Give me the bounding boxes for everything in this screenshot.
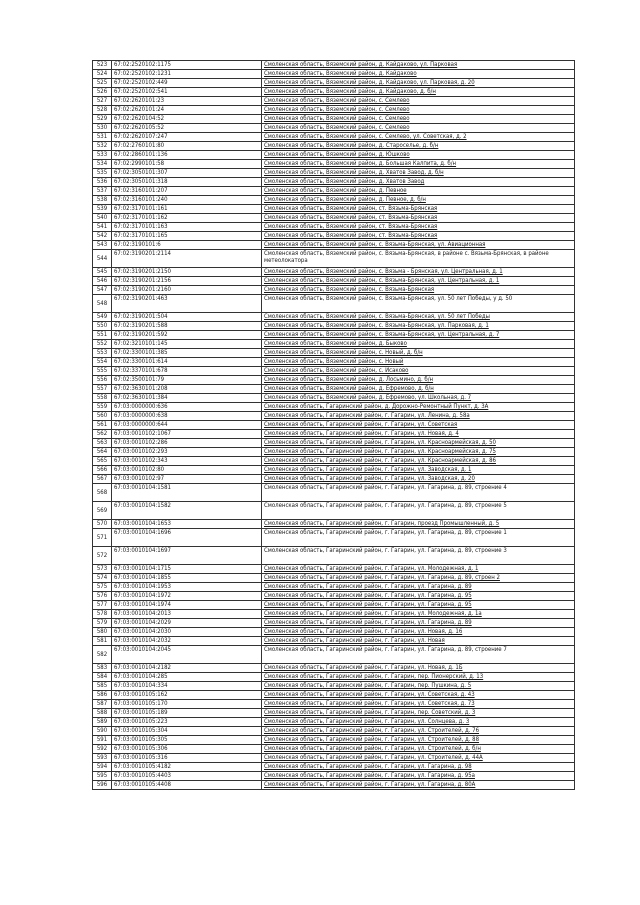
row-number: 580: [93, 628, 112, 637]
address: Смоленская область, Вяземский район, с. Семлево: [262, 115, 575, 124]
row-number: 583: [93, 664, 112, 673]
cadastral-number: 67:03:0010102:286: [112, 439, 262, 448]
row-number: 526: [93, 88, 112, 97]
table-row: [93, 223, 575, 232]
table-row: [93, 151, 575, 160]
row-number: 593: [93, 754, 112, 763]
address: Смоленская область, Вяземский район, д. Ефремово, д. б/н: [262, 385, 575, 394]
address: Смоленская область, Гагаринский район, г. Гагарин, пер. Пионерский, д. 13: [262, 673, 575, 682]
address: Смоленская область, Гагаринский район, г. Гагарин, ул. Гагарина, д. 89, строение 5: [262, 502, 575, 520]
cadastral-number: 67:02:2620104:52: [112, 115, 262, 124]
table-row: [93, 466, 575, 475]
cadastral-number: 67:03:0010105:306: [112, 745, 262, 754]
address: Смоленская область, Гагаринский район, г. Гагарин, ул. Красноармейская, д. 86: [262, 457, 575, 466]
table-row: [93, 484, 575, 502]
cadastral-number: 67:03:0010104:2030: [112, 628, 262, 637]
table-row: [93, 709, 575, 718]
table-row: [93, 592, 575, 601]
cadastral-number: 67:03:0010104:285: [112, 673, 262, 682]
table-row: [93, 367, 575, 376]
cadastral-number: 67:03:0010104:2032: [112, 637, 262, 646]
row-number: 539: [93, 205, 112, 214]
row-number: 595: [93, 772, 112, 781]
cadastral-number: 67:03:0010105:189: [112, 709, 262, 718]
row-number: 579: [93, 619, 112, 628]
table-row: [93, 349, 575, 358]
cadastral-number: 67:02:2760101:80: [112, 142, 262, 151]
cadastral-number: 67:03:0010102:97: [112, 475, 262, 484]
row-number: 588: [93, 709, 112, 718]
row-number: 544: [93, 250, 112, 268]
cadastral-number: 67:02:3630101:384: [112, 394, 262, 403]
cadastral-number: 67:02:3190201:592: [112, 331, 262, 340]
address: Смоленская область, Вяземский район, с. Вязьма-Брянская, ул. 50 лет Победы: [262, 313, 575, 322]
cadastral-number: 67:02:3050101:307: [112, 169, 262, 178]
address: Смоленская область, Гагаринский район, г. Гагарин, ул. Советская: [262, 421, 575, 430]
row-number: 529: [93, 115, 112, 124]
row-number: 558: [93, 394, 112, 403]
cadastral-number: 67:03:0000000:644: [112, 421, 262, 430]
address: Смоленская область, Гагаринский район, г. Гагарин, ул. Красноармейская, д. 50: [262, 439, 575, 448]
address: Смоленская область, Вяземский район, д. Большая Калпита, д. б/н: [262, 160, 575, 169]
cadastral-number: 67:02:2520102:1175: [112, 61, 262, 70]
cadastral-number: 67:02:2620101:23: [112, 97, 262, 106]
address: Смоленская область, Вяземский район, ст. Вязьма-Брянская: [262, 223, 575, 232]
table-row: [93, 547, 575, 565]
cadastral-number: 67:03:0010104:2045: [112, 646, 262, 664]
address: Смоленская область, Вяземский район, с. Вязьма-Брянская, ул. Авиационная: [262, 241, 575, 250]
address: Смоленская область, Вяземский район, с. Вязьма-Брянская, в районе с. Вязьма-Брянская, в районе метеолокатора: [262, 250, 575, 268]
cadastral-number: 67:03:0010104:1696: [112, 529, 262, 547]
cadastral-number: 67:02:3160101:207: [112, 187, 262, 196]
table-row: [93, 286, 575, 295]
row-number: 549: [93, 313, 112, 322]
table-row: [93, 646, 575, 664]
address: Смоленская область, Вяземский район, д. Кайдаково, ул. Парковая, д. 20: [262, 79, 575, 88]
row-number: 535: [93, 169, 112, 178]
row-number: 565: [93, 457, 112, 466]
row-number: 566: [93, 466, 112, 475]
row-number: 541: [93, 223, 112, 232]
cadastral-number: 67:02:3190201:504: [112, 313, 262, 322]
cadastral-number: 67:02:2620105:52: [112, 124, 262, 133]
table-row: [93, 673, 575, 682]
property-table: [92, 60, 575, 790]
address: Смоленская область, Вяземский район, д. Быково: [262, 340, 575, 349]
table-row: [93, 376, 575, 385]
cadastral-number: 67:03:0000000:636: [112, 403, 262, 412]
address: Смоленская область, Вяземский район, д. Кайдаково, д. б/н: [262, 88, 575, 97]
cadastral-number: 67:03:0010105:4182: [112, 763, 262, 772]
row-number: 567: [93, 475, 112, 484]
cadastral-number: 67:03:0000000:638: [112, 412, 262, 421]
row-number: 582: [93, 646, 112, 664]
cadastral-number: 67:02:2520102:1231: [112, 70, 262, 79]
cadastral-number: 67:03:0010102:293: [112, 448, 262, 457]
table-row: [93, 574, 575, 583]
row-number: 556: [93, 376, 112, 385]
table-row: [93, 88, 575, 97]
row-number: 584: [93, 673, 112, 682]
table-row: [93, 682, 575, 691]
address: Смоленская область, Вяземский район, д. Ефремово, ул. Школьная, д. 7: [262, 394, 575, 403]
cadastral-number: 67:03:0010105:4408: [112, 781, 262, 790]
address: Смоленская область, Вяземский район, ст. Вязьма-Брянская: [262, 205, 575, 214]
cadastral-number: 67:02:3190201:2114: [112, 250, 262, 268]
row-number: 561: [93, 421, 112, 430]
row-number: 525: [93, 79, 112, 88]
table-row: [93, 106, 575, 115]
row-number: 537: [93, 187, 112, 196]
address: Смоленская область, Гагаринский район, г. Гагарин, ул. Строителей, д. 88: [262, 736, 575, 745]
table-row: [93, 610, 575, 619]
cadastral-number: 67:02:3630101:208: [112, 385, 262, 394]
row-number: 585: [93, 682, 112, 691]
row-number: 592: [93, 745, 112, 754]
table-row: [93, 241, 575, 250]
cadastral-number: 67:03:0010105:305: [112, 736, 262, 745]
address: Смоленская область, Вяземский район, ст. Вязьма-Брянская: [262, 232, 575, 241]
row-number: 547: [93, 286, 112, 295]
address: Смоленская область, Вяземский район, д. Кайдаково, ул. Парковая: [262, 61, 575, 70]
row-number: 574: [93, 574, 112, 583]
row-number: 560: [93, 412, 112, 421]
table-row: [93, 448, 575, 457]
table-row: [93, 502, 575, 520]
table-row: [93, 565, 575, 574]
table-row: [93, 97, 575, 106]
table-row: [93, 178, 575, 187]
table-row: [93, 79, 575, 88]
table-row: [93, 736, 575, 745]
address: Смоленская область, Вяземский район, с. Вязьма - Брянская, ул. Центральная, д. 1: [262, 268, 575, 277]
cadastral-number: 67:03:0010102:343: [112, 457, 262, 466]
cadastral-number: 67:02:3190201:2156: [112, 277, 262, 286]
row-number: 543: [93, 241, 112, 250]
row-number: 587: [93, 700, 112, 709]
address: Смоленская область, Вяземский район, с. Семлево, ул. Советская, д. 2: [262, 133, 575, 142]
address: Смоленская область, Вяземский район, д. Кайдаково: [262, 70, 575, 79]
table-row: [93, 628, 575, 637]
address: Смоленская область, Вяземский район, с. Новый: [262, 358, 575, 367]
cadastral-number: 67:02:3170101:165: [112, 232, 262, 241]
cadastral-number: 67:03:0010104:1855: [112, 574, 262, 583]
table-row: [93, 475, 575, 484]
row-number: 555: [93, 367, 112, 376]
address: Смоленская область, Гагаринский район, г. Гагарин, ул. Гагарина, д. 89: [262, 583, 575, 592]
row-number: 557: [93, 385, 112, 394]
row-number: 536: [93, 178, 112, 187]
cadastral-number: 67:02:2990101:58: [112, 160, 262, 169]
table-row: [93, 700, 575, 709]
row-number: 524: [93, 70, 112, 79]
cadastral-number: 67:02:3170101:161: [112, 205, 262, 214]
table-row: [93, 691, 575, 700]
row-number: 546: [93, 277, 112, 286]
row-number: 554: [93, 358, 112, 367]
row-number: 545: [93, 268, 112, 277]
table-row: [93, 754, 575, 763]
row-number: 570: [93, 520, 112, 529]
address: Смоленская область, Вяземский район, ст. Вязьма-Брянская: [262, 214, 575, 223]
address: Смоленская область, Вяземский район, с. Исаково: [262, 367, 575, 376]
row-number: 571: [93, 529, 112, 547]
row-number: 576: [93, 592, 112, 601]
table-row: [93, 583, 575, 592]
row-number: 590: [93, 727, 112, 736]
cadastral-number: 67:03:0010104:1715: [112, 565, 262, 574]
table-row: [93, 142, 575, 151]
cadastral-number: 67:03:0010104:1972: [112, 592, 262, 601]
address: Смоленская область, Вяземский район, с. Вязьма-Брянская, ул. Центральная, д. 1: [262, 277, 575, 286]
cadastral-number: 67:02:3190101:6: [112, 241, 262, 250]
address: Смоленская область, Гагаринский район, г. Гагарин, ул. Ленина, д. 58а: [262, 412, 575, 421]
address: Смоленская область, Гагаринский район, г. Гагарин, ул. Красноармейская, д. 75: [262, 448, 575, 457]
address: Смоленская область, Гагаринский район, г. Гагарин, ул. Гагарина, д. 89, строен 2: [262, 574, 575, 583]
cadastral-number: 67:03:0010104:1697: [112, 547, 262, 565]
cadastral-number: 67:02:2520102:449: [112, 79, 262, 88]
row-number: 572: [93, 547, 112, 565]
address: Смоленская область, Вяземский район, с. Новый, д. б/н: [262, 349, 575, 358]
address: Смоленская область, Гагаринский район, г. Гагарин, ул. Заводская, д. 1: [262, 466, 575, 475]
cadastral-number: 67:02:3500101:79: [112, 376, 262, 385]
address: Смоленская область, Гагаринский район, г. Гагарин, проезд Промышленный, д. 5: [262, 520, 575, 529]
cadastral-number: 67:03:0010105:316: [112, 754, 262, 763]
address: Смоленская область, Гагаринский район, г. Гагарин, ул. Гагарина, д. 95а: [262, 772, 575, 781]
cadastral-number: 67:03:0010104:1653: [112, 520, 262, 529]
cadastral-number: 67:02:3300101:614: [112, 358, 262, 367]
table-row: [93, 160, 575, 169]
row-number: 552: [93, 340, 112, 349]
address: Смоленская область, Гагаринский район, г. Гагарин, ул. Молодежная, д. 1: [262, 565, 575, 574]
row-number: 534: [93, 160, 112, 169]
address: Смоленская область, Гагаринский район, г. Гагарин, ул. Гагарина, д. 80А: [262, 781, 575, 790]
table-row: [93, 421, 575, 430]
address: Смоленская область, Вяземский район, д. Юшково: [262, 151, 575, 160]
address: Смоленская область, Вяземский район, с. Семлево: [262, 124, 575, 133]
address: Смоленская область, Гагаринский район, г. Гагарин, ул. Новая, д. 16: [262, 628, 575, 637]
cadastral-number: 67:02:3190201:588: [112, 322, 262, 331]
table-row: [93, 772, 575, 781]
table-row: [93, 331, 575, 340]
cadastral-number: 67:02:3370101:678: [112, 367, 262, 376]
address: Смоленская область, Гагаринский район, г. Гагарин, ул. Гагарина, д. 89: [262, 619, 575, 628]
address: Смоленская область, Вяземский район, с. Вязьма-Брянская, ул. Парковая, д. 1: [262, 322, 575, 331]
address: Смоленская область, Вяземский район, с. Вязьма-Брянская, ул. 50 лет Победы, у д. 50: [262, 295, 575, 313]
row-number: 564: [93, 448, 112, 457]
table-row: [93, 187, 575, 196]
cadastral-number: 67:03:0010104:334: [112, 682, 262, 691]
address: Смоленская область, Гагаринский район, г. Гагарин, ул. Строителей, д. б/н: [262, 745, 575, 754]
row-number: 562: [93, 430, 112, 439]
row-number: 542: [93, 232, 112, 241]
table-row: [93, 763, 575, 772]
address: Смоленская область, Вяземский район, д. Хватов Завод, д. б/н: [262, 169, 575, 178]
cadastral-number: 67:03:0010104:2182: [112, 664, 262, 673]
table-row: [93, 124, 575, 133]
address: Смоленская область, Гагаринский район, г. Гагарин, ул. Гагарина, д. 95: [262, 601, 575, 610]
address: Смоленская область, Вяземский район, с. Семлево: [262, 106, 575, 115]
table-row: [93, 529, 575, 547]
table-row: [93, 340, 575, 349]
table-row: [93, 745, 575, 754]
table-row: [93, 313, 575, 322]
row-number: 530: [93, 124, 112, 133]
table-row: [93, 277, 575, 286]
cadastral-number: 67:02:3170101:162: [112, 214, 262, 223]
address: Смоленская область, Вяземский район, д. Певное: [262, 187, 575, 196]
cadastral-number: 67:03:0010102:80: [112, 466, 262, 475]
address: Смоленская область, Гагаринский район, г. Гагарин, ул. Гагарина, д. 98: [262, 763, 575, 772]
table-row: [93, 601, 575, 610]
table-row: [93, 520, 575, 529]
table-row: [93, 664, 575, 673]
address: Смоленская область, Гагаринский район, г. Гагарин, ул. Солнцева, д. 3: [262, 718, 575, 727]
cadastral-number: 67:02:2620107:247: [112, 133, 262, 142]
cadastral-number: 67:02:3190201:2150: [112, 268, 262, 277]
row-number: 533: [93, 151, 112, 160]
table-row: [93, 412, 575, 421]
cadastral-number: 67:03:0010102:1067: [112, 430, 262, 439]
address: Смоленская область, Гагаринский район, д. Дорожно-Ремонтный Пункт, д. 3А: [262, 403, 575, 412]
row-number: 548: [93, 295, 112, 313]
address: Смоленская область, Гагаринский район, г. Гагарин, ул. Советская, д. 43: [262, 691, 575, 700]
table-row: [93, 61, 575, 70]
row-number: 581: [93, 637, 112, 646]
table-row: [93, 727, 575, 736]
address: Смоленская область, Вяземский район, с. Вязьма-Брянская, ул. Центральная, д. 7: [262, 331, 575, 340]
row-number: 527: [93, 97, 112, 106]
table-row: [93, 295, 575, 313]
row-number: 532: [93, 142, 112, 151]
row-number: 573: [93, 565, 112, 574]
cadastral-number: 67:02:3190201:463: [112, 295, 262, 313]
row-number: 550: [93, 322, 112, 331]
row-number: 569: [93, 502, 112, 520]
row-number: 575: [93, 583, 112, 592]
table-row: [93, 268, 575, 277]
address: Смоленская область, Гагаринский район, г. Гагарин, ул. Молодежная, д. 1а: [262, 610, 575, 619]
table-row: [93, 169, 575, 178]
table-row: [93, 439, 575, 448]
address: Смоленская область, Вяземский район, с. Семлево: [262, 97, 575, 106]
row-number: 528: [93, 106, 112, 115]
cadastral-number: 67:02:2860101:136: [112, 151, 262, 160]
table-row: [93, 196, 575, 205]
row-number: 589: [93, 718, 112, 727]
table-row: [93, 214, 575, 223]
address: Смоленская область, Вяземский район, д. Хватов Завод: [262, 178, 575, 187]
cadastral-number: 67:03:0010104:1953: [112, 583, 262, 592]
document-page: [92, 60, 575, 790]
row-number: 523: [93, 61, 112, 70]
address: Смоленская область, Гагаринский район, г. Гагарин, пер. Пушкина, д. 5: [262, 682, 575, 691]
cadastral-number: 67:03:0010104:2029: [112, 619, 262, 628]
row-number: 586: [93, 691, 112, 700]
table-row: [93, 403, 575, 412]
table-row: [93, 70, 575, 79]
cadastral-number: 67:03:0010104:2013: [112, 610, 262, 619]
cadastral-number: 67:02:2520102:541: [112, 88, 262, 97]
cadastral-number: 67:03:0010105:170: [112, 700, 262, 709]
table-row: [93, 358, 575, 367]
address: Смоленская область, Гагаринский район, г. Гагарин, ул. Гагарина, д. 95: [262, 592, 575, 601]
address: Смоленская область, Гагаринский район, г. Гагарин, ул. Новая, д. 1Б: [262, 664, 575, 673]
row-number: 591: [93, 736, 112, 745]
row-number: 563: [93, 439, 112, 448]
address: Смоленская область, Гагаринский район, г. Гагарин, ул. Заводская, д. 20: [262, 475, 575, 484]
table-row: [93, 430, 575, 439]
table-row: [93, 394, 575, 403]
address: Смоленская область, Гагаринский район, г. Гагарин, ул. Советская, д. 73: [262, 700, 575, 709]
cadastral-number: 67:02:2620101:24: [112, 106, 262, 115]
row-number: 551: [93, 331, 112, 340]
row-number: 538: [93, 196, 112, 205]
table-row: [93, 133, 575, 142]
row-number: 553: [93, 349, 112, 358]
cadastral-number: 67:02:3050101:318: [112, 178, 262, 187]
row-number: 559: [93, 403, 112, 412]
address: Смоленская область, Вяземский район, с. Вязьма-Брянская: [262, 286, 575, 295]
cadastral-number: 67:03:0010105:223: [112, 718, 262, 727]
cadastral-number: 67:03:0010104:1581: [112, 484, 262, 502]
table-row: [93, 457, 575, 466]
address: Смоленская область, Гагаринский район, г. Гагарин, ул. Гагарина, д. 89, строение 4: [262, 484, 575, 502]
row-number: 540: [93, 214, 112, 223]
row-number: 531: [93, 133, 112, 142]
address: Смоленская область, Вяземский район, д. Староселье, д. б/н: [262, 142, 575, 151]
cadastral-number: 67:02:3300101:385: [112, 349, 262, 358]
cadastral-number: 67:03:0010105:4403: [112, 772, 262, 781]
cadastral-number: 67:03:0010105:162: [112, 691, 262, 700]
table-row: [93, 205, 575, 214]
cadastral-number: 67:02:3210101:145: [112, 340, 262, 349]
table-row: [93, 322, 575, 331]
row-number: 568: [93, 484, 112, 502]
address: Смоленская область, Гагаринский район, г. Гагарин, ул. Новая, д. 4: [262, 430, 575, 439]
address: Смоленская область, Гагаринский район, г. Гагарин, ул. Гагарина, д. 89, строение 7: [262, 646, 575, 664]
row-number: 596: [93, 781, 112, 790]
table-row: [93, 619, 575, 628]
address: Смоленская область, Гагаринский район, г. Гагарин, ул. Новая: [262, 637, 575, 646]
cadastral-number: 67:02:3170101:163: [112, 223, 262, 232]
table-row: [93, 718, 575, 727]
table-row: [93, 385, 575, 394]
address: Смоленская область, Гагаринский район, г. Гагарин, ул. Строителей, д. 44А: [262, 754, 575, 763]
cadastral-number: 67:03:0010104:1974: [112, 601, 262, 610]
address: Смоленская область, Гагаринский район, г. Гагарин, пер. Советский, д. 3: [262, 709, 575, 718]
cadastral-number: 67:03:0010105:304: [112, 727, 262, 736]
table-row: [93, 637, 575, 646]
table-row: [93, 115, 575, 124]
row-number: 577: [93, 601, 112, 610]
row-number: 594: [93, 763, 112, 772]
address: Смоленская область, Гагаринский район, г. Гагарин, ул. Гагарина, д. 89, строение 1: [262, 529, 575, 547]
table-row: [93, 781, 575, 790]
cadastral-number: 67:03:0010104:1582: [112, 502, 262, 520]
table-row: [93, 232, 575, 241]
address: Смоленская область, Гагаринский район, г. Гагарин, ул. Строителей, д. 76: [262, 727, 575, 736]
cadastral-number: 67:02:3190201:2160: [112, 286, 262, 295]
address: Смоленская область, Вяземский район, д. Лосьмино, д. б/н: [262, 376, 575, 385]
row-number: 578: [93, 610, 112, 619]
address: Смоленская область, Вяземский район, д. Певное, д. б/н: [262, 196, 575, 205]
table-row: [93, 250, 575, 268]
address: Смоленская область, Гагаринский район, г. Гагарин, ул. Гагарина, д. 89, строение 3: [262, 547, 575, 565]
cadastral-number: 67:02:3160101:240: [112, 196, 262, 205]
